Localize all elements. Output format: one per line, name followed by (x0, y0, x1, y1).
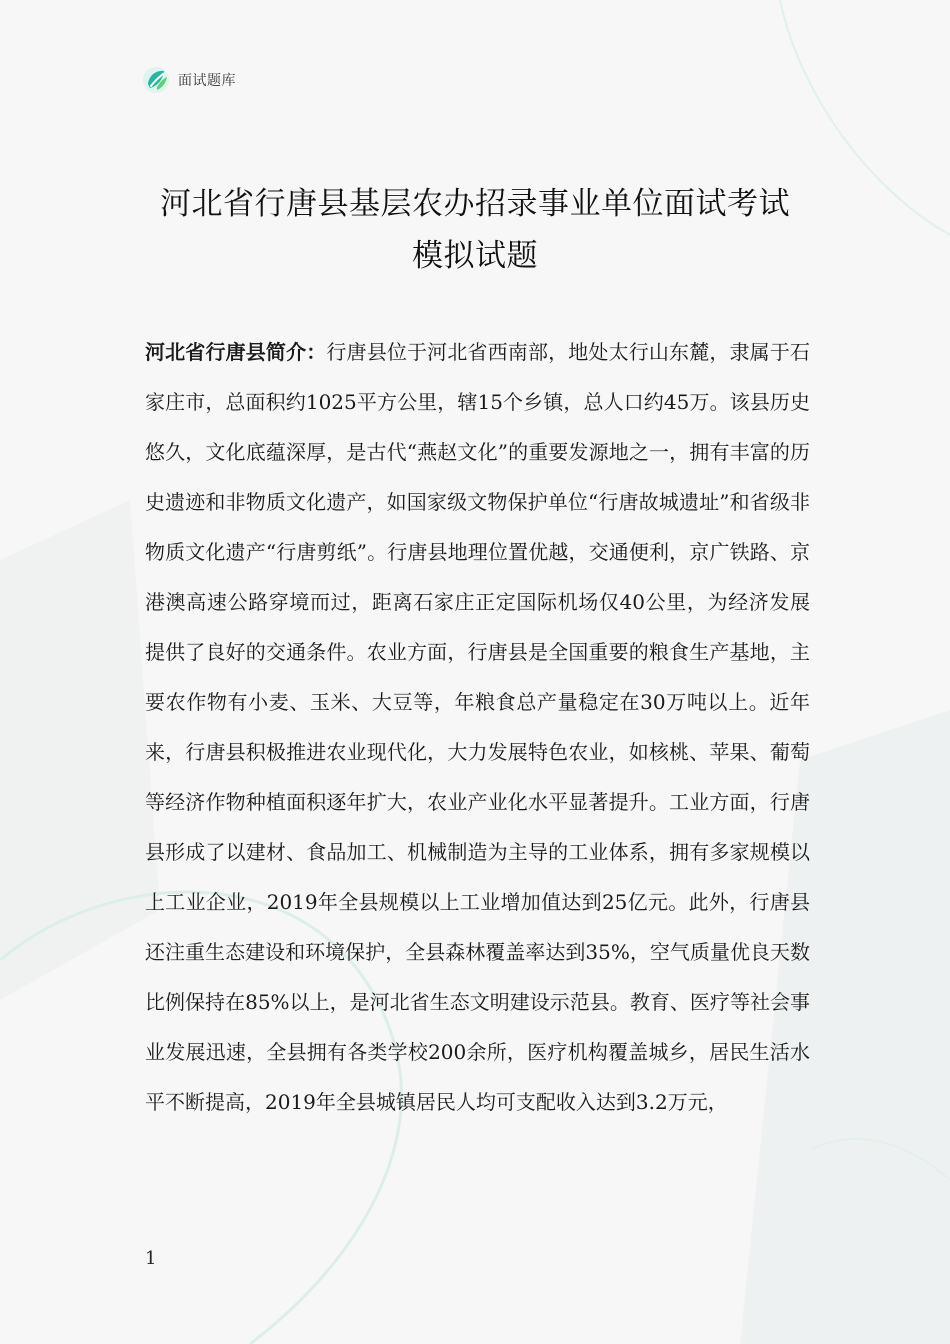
intro-text: 行唐县位于河北省西南部，地处太行山东麓，隶属于石家庄市，总面积约1025平方公里，辖15个乡镇，总人口约45万。该县历史悠久，文化底蕴深厚，是古代“燕赵文化”的重要发源地之一，拥有丰富的历史遗迹和非物质文化遗产，如国家级文物保护单位“行唐故城遗址”和省级非物质文化遗产“行唐剪纸”。行唐县地理位置优越，交通便利，京广铁路、京港澳高速公路穿境而过，距离石家庄正定国际机场仅40公里，为经济发展提供了良好的交通条件。农业方面，行唐县是全国重要的粮食生产基地，主要农作物有小麦、玉米、大豆等，年粮食总产量稳定在30万吨以上。近年来，行唐县积极推进农业现代化，大力发展特色农业，如核桃、苹果、葡萄等经济作物种植面积逐年扩大，农业产业化水平显著提升。工业方面，行唐县形成了以建材、食品加工、机械制造为主导的工业体系，拥有多家规模以上工业企业，2019年全县规模以上工业增加值达到25亿元。此外，行唐县还注重生态建设和环境保护，全县森林覆盖率达到35%，空气质量优良天数比例保持在85%以上，是河北省生态文明建设示范县。教育、医疗等社会事业发展迅速，全县拥有各类学校200余所，医疗机构覆盖城乡，居民生活水平不断提高，2019年全县城镇居民人均可支配收入达到3.2万元， (145, 340, 810, 1114)
header-logo (142, 66, 236, 94)
intro-paragraph (145, 327, 810, 1127)
document-title-line-1: 河北省行唐县基层农办招录事业单位面试考试 (160, 186, 790, 222)
leaf-logo-icon (142, 66, 170, 94)
document-title-line-2: 模拟试题 (412, 238, 538, 274)
document-title (130, 178, 820, 282)
brand-name: 面试题库 (178, 73, 236, 89)
page-number: 1 (145, 1248, 157, 1269)
intro-label: 河北省行唐县简介： (145, 340, 327, 364)
